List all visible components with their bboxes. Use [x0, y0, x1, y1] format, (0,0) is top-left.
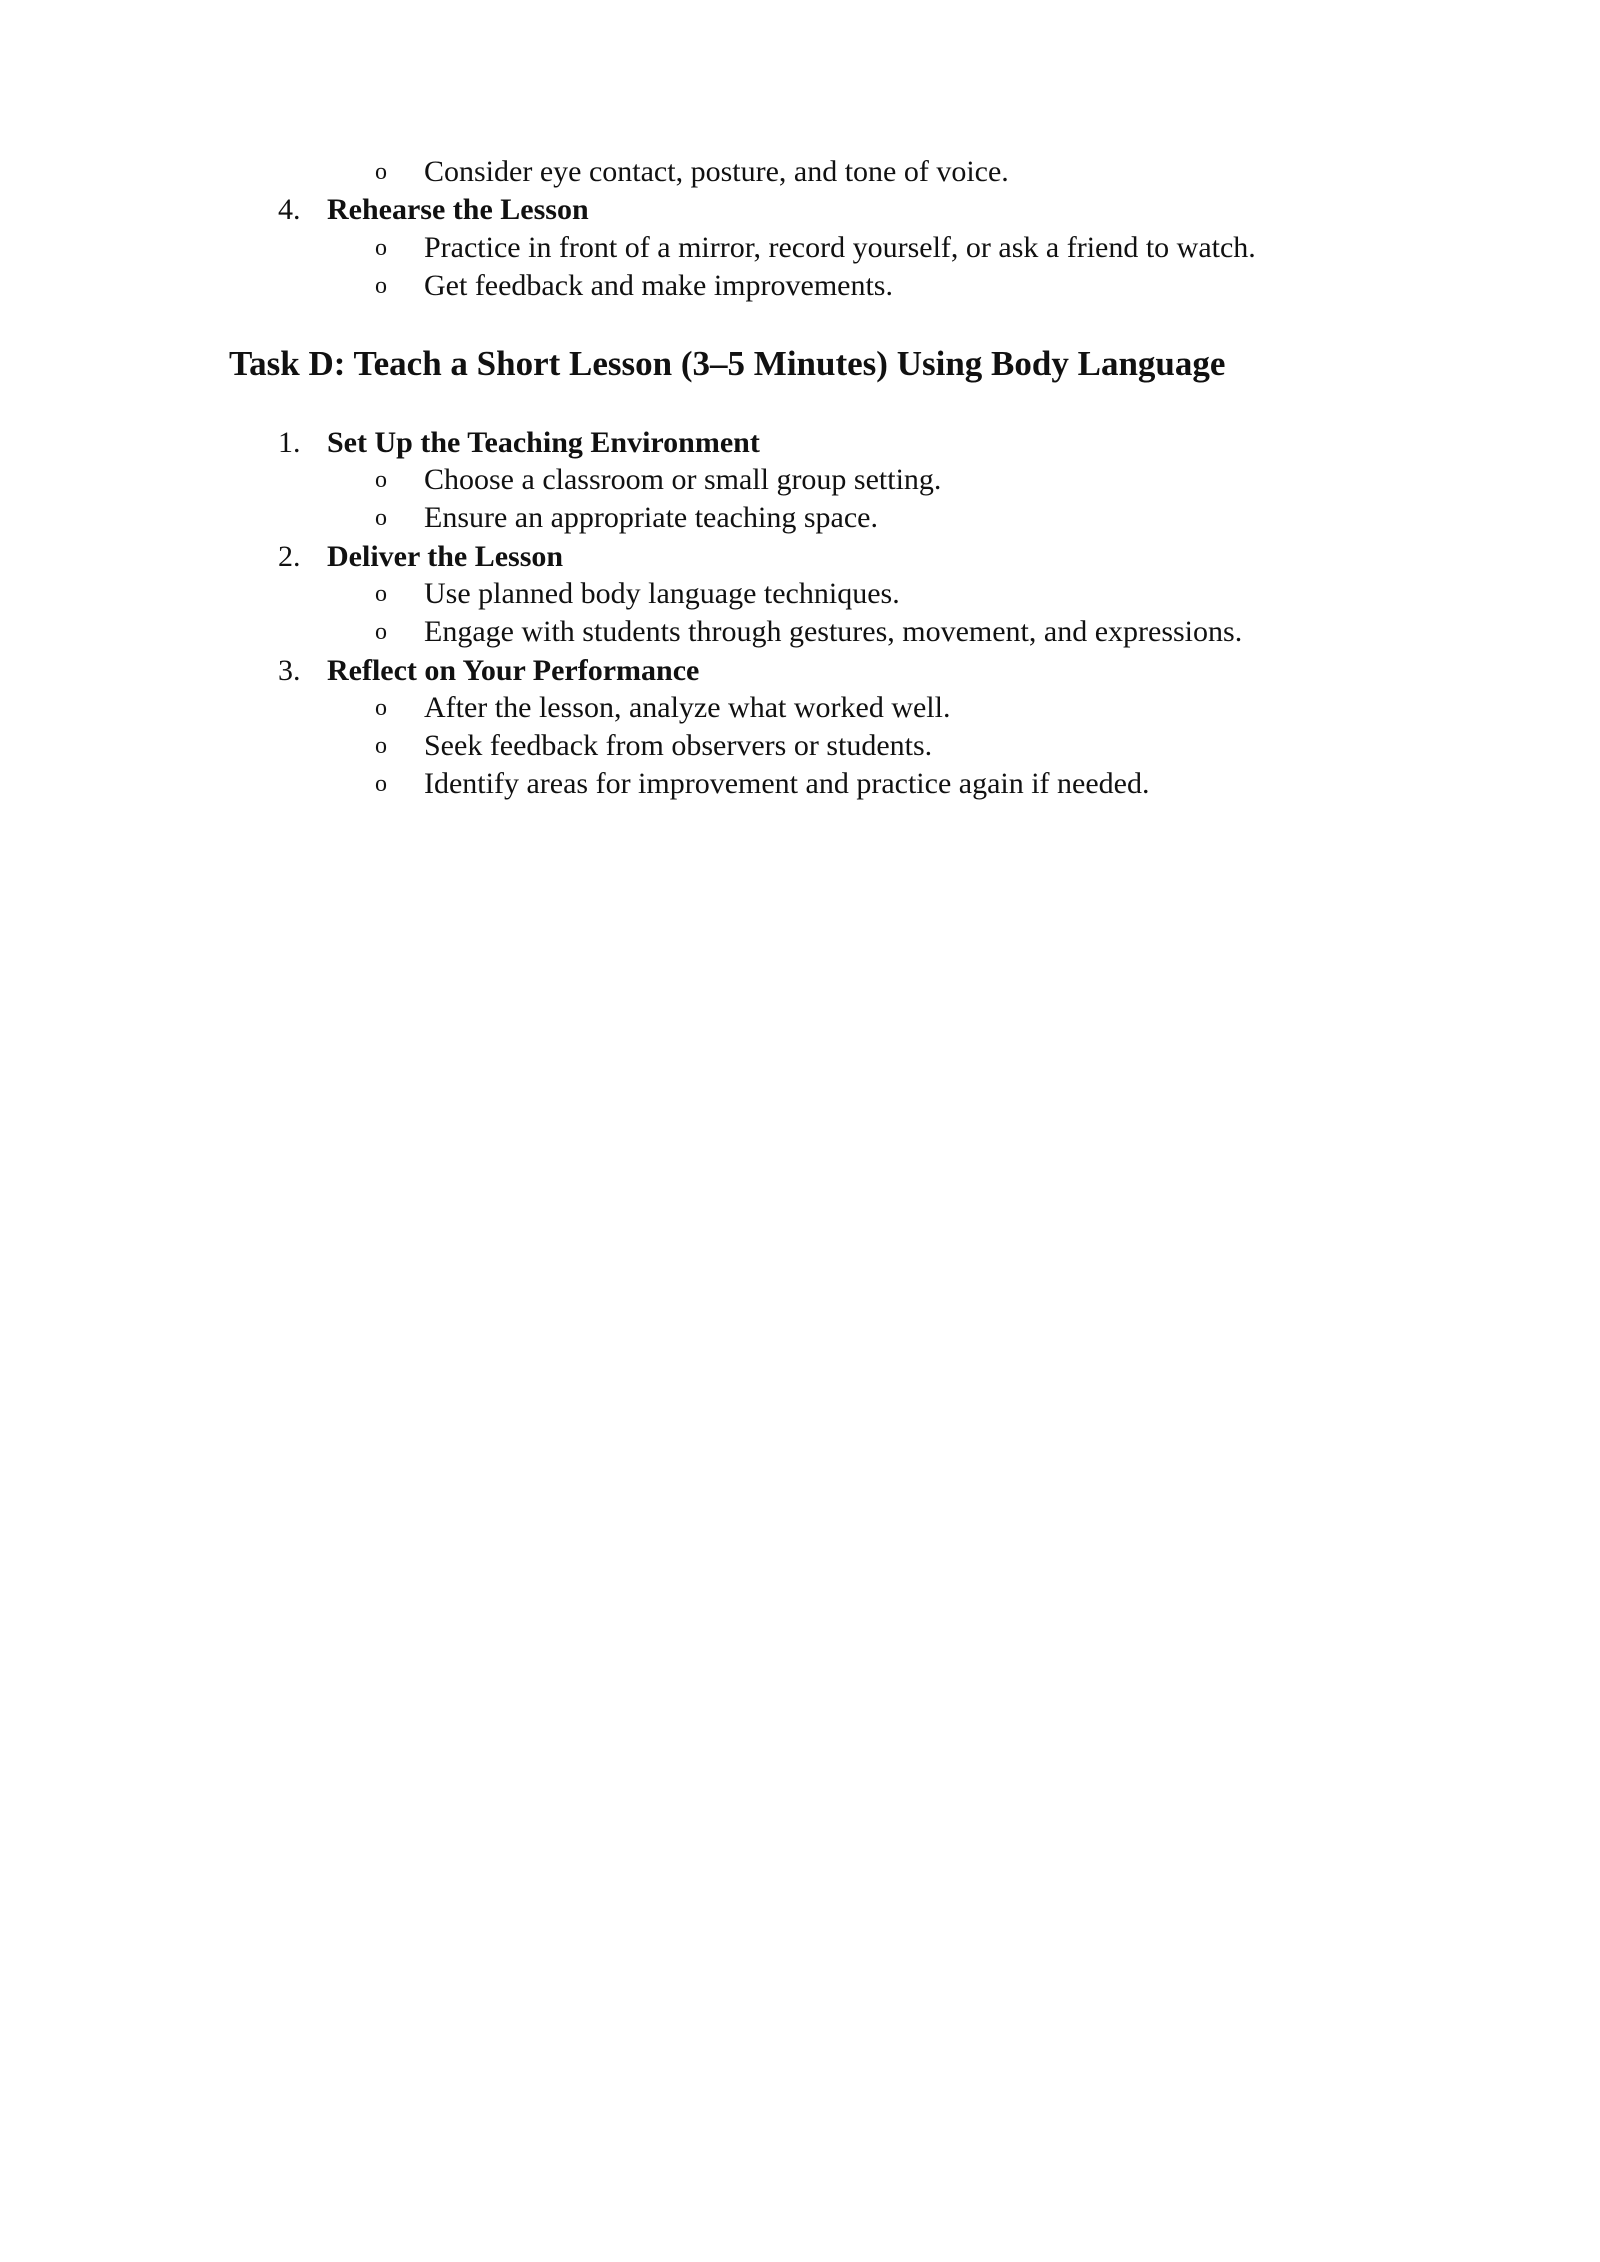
bullet-text: Use planned body language techniques.	[424, 577, 900, 610]
bullet-marker: o	[375, 467, 387, 493]
step-title: Deliver the Lesson	[327, 540, 564, 573]
bullet-marker: o	[375, 273, 387, 299]
step-title: Reflect on Your Performance	[327, 654, 700, 687]
list-item	[0, 574, 1600, 614]
list-item	[0, 764, 1600, 804]
step-title: Rehearse the Lesson	[327, 193, 589, 226]
list-item	[0, 612, 1600, 652]
numbered-step	[0, 537, 1600, 577]
list-item	[0, 726, 1600, 766]
numbered-step	[0, 190, 1600, 230]
step-number: 2.	[278, 540, 301, 573]
list-item	[0, 498, 1600, 538]
numbered-step	[0, 423, 1600, 463]
step-number: 1.	[278, 426, 301, 459]
step-number: 3.	[278, 654, 301, 687]
bullet-marker: o	[375, 771, 387, 797]
list-item	[0, 152, 1600, 192]
bullet-marker: o	[375, 505, 387, 531]
numbered-step	[0, 651, 1600, 691]
bullet-text: Practice in front of a mirror, record yourself, or ask a friend to watch.	[424, 231, 1256, 264]
list-item	[0, 228, 1600, 268]
section-heading: Task D: Teach a Short Lesson (3–5 Minutes) Using Body Language	[229, 344, 1226, 383]
bullet-text: Identify areas for improvement and practice again if needed.	[424, 767, 1150, 800]
bullet-text: Choose a classroom or small group setting.	[424, 463, 942, 496]
bullet-text: Consider eye contact, posture, and tone of voice.	[424, 155, 1009, 188]
list-item	[0, 460, 1600, 500]
step-title: Set Up the Teaching Environment	[327, 426, 760, 459]
bullet-text: After the lesson, analyze what worked well.	[424, 691, 951, 724]
bullet-marker: o	[375, 695, 387, 721]
bullet-text: Get feedback and make improvements.	[424, 269, 893, 302]
bullet-marker: o	[375, 235, 387, 261]
step-number: 4.	[278, 193, 301, 226]
bullet-marker: o	[375, 619, 387, 645]
bullet-text: Engage with students through gestures, movement, and expressions.	[424, 615, 1243, 648]
bullet-text: Seek feedback from observers or students.	[424, 729, 933, 762]
bullet-marker: o	[375, 581, 387, 607]
bullet-marker: o	[375, 159, 387, 185]
list-item	[0, 266, 1600, 306]
bullet-marker: o	[375, 733, 387, 759]
list-item	[0, 688, 1600, 728]
bullet-text: Ensure an appropriate teaching space.	[424, 501, 878, 534]
